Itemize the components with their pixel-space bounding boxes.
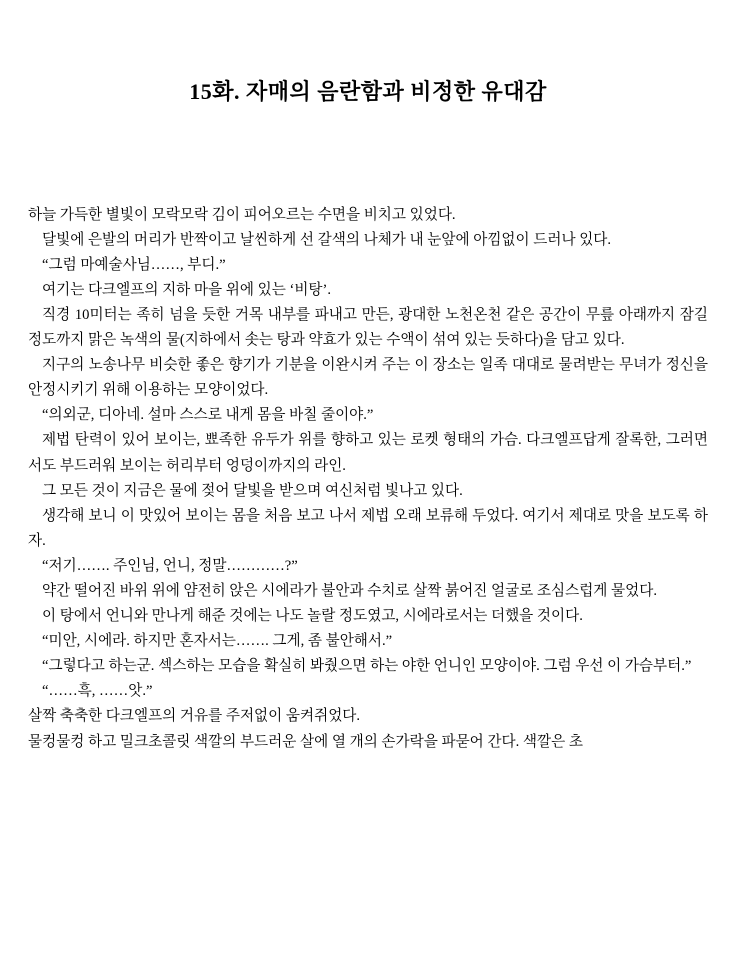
paragraph: “그럼 마예술사님……, 부디.” (42, 256, 226, 273)
paragraph: 달빛에 은발의 머리가 반짝이고 날씬하게 선 갈색의 나체가 내 눈앞에 아낌없이 드러나 있다. (42, 231, 612, 248)
paragraph: 지구의 노송나무 비슷한 좋은 향기가 기분을 이완시켜 주는 이 장소는 일족 대대로 물려받는 무녀가 정신을 안정시키기 위해 이용하는 모양이었다. (28, 357, 708, 399)
paragraph: “그렇다고 하는군. 섹스하는 모습을 확실히 봐줬으면 하는 야한 언니인 모양이야. 그럼 우선 이 가슴부터.” (42, 658, 692, 675)
paragraph: “미안, 시에라. 하지만 혼자서는……. 그게, 좀 불안해서.” (42, 633, 393, 650)
paragraph: “저기……. 주인님, 언니, 정말…………?” (42, 557, 298, 574)
paragraph: 그 모든 것이 지금은 물에 젖어 달빛을 받으며 여신처럼 빛나고 있다. (42, 482, 463, 499)
paragraph: 제법 탄력이 있어 보이는, 뾰족한 유두가 위를 향하고 있는 로켓 형태의 가슴. 다크엘프답게 잘록한, 그러면서도 부드러워 보이는 허리부터 엉덩이까지의 라인. (28, 432, 708, 474)
paragraph: 약간 떨어진 바위 위에 얌전히 앉은 시에라가 불안과 수치로 살짝 붉어진 얼굴로 조심스럽게 물었다. (42, 583, 657, 599)
paragraph: 살짝 축축한 다크엘프의 거유를 주저없이 움켜쥐었다. (28, 708, 361, 725)
paragraph: 여기는 다크엘프의 지하 마을 위에 있는 ‘비탕’. (42, 281, 332, 298)
paragraph: 생각해 보니 이 맛있어 보이는 몸을 처음 보고 나서 제법 오래 보류해 두었다. 여기서 제대로 맛을 보도록 하자. (28, 507, 708, 549)
paragraph: 직경 10미터는 족히 넘을 듯한 거목 내부를 파내고 만든, 광대한 노천온천 같은 공간이 무릎 아래까지 잠길 정도까지 맑은 녹색의 물(지하에서 솟는 탕과 약효가 있는 수액이 섞여 있는 듯하다)을 담고 있다. (28, 306, 708, 349)
page-title: 15화. 자매의 음란함과 비정한 유대감 (189, 79, 547, 104)
document-body (28, 203, 708, 755)
paragraph: 하늘 가득한 별빛이 모락모락 김이 피어오르는 수면을 비치고 있었다. (28, 206, 456, 223)
paragraph: 이 탕에서 언니와 만나게 해준 것에는 나도 놀랄 정도였고, 시에라로서는 더했을 것이다. (42, 608, 583, 625)
paragraph: “……흑, ……앗.” (42, 683, 153, 700)
paragraph: “의외군, 디아네. 설마 스스로 내게 몸을 바칠 줄이야.” (42, 407, 374, 424)
paragraph: 물컹물컹 하고 밀크초콜릿 색깔의 부드러운 살에 열 개의 손가락을 파묻어 간다. 색깔은 초 (28, 733, 583, 750)
